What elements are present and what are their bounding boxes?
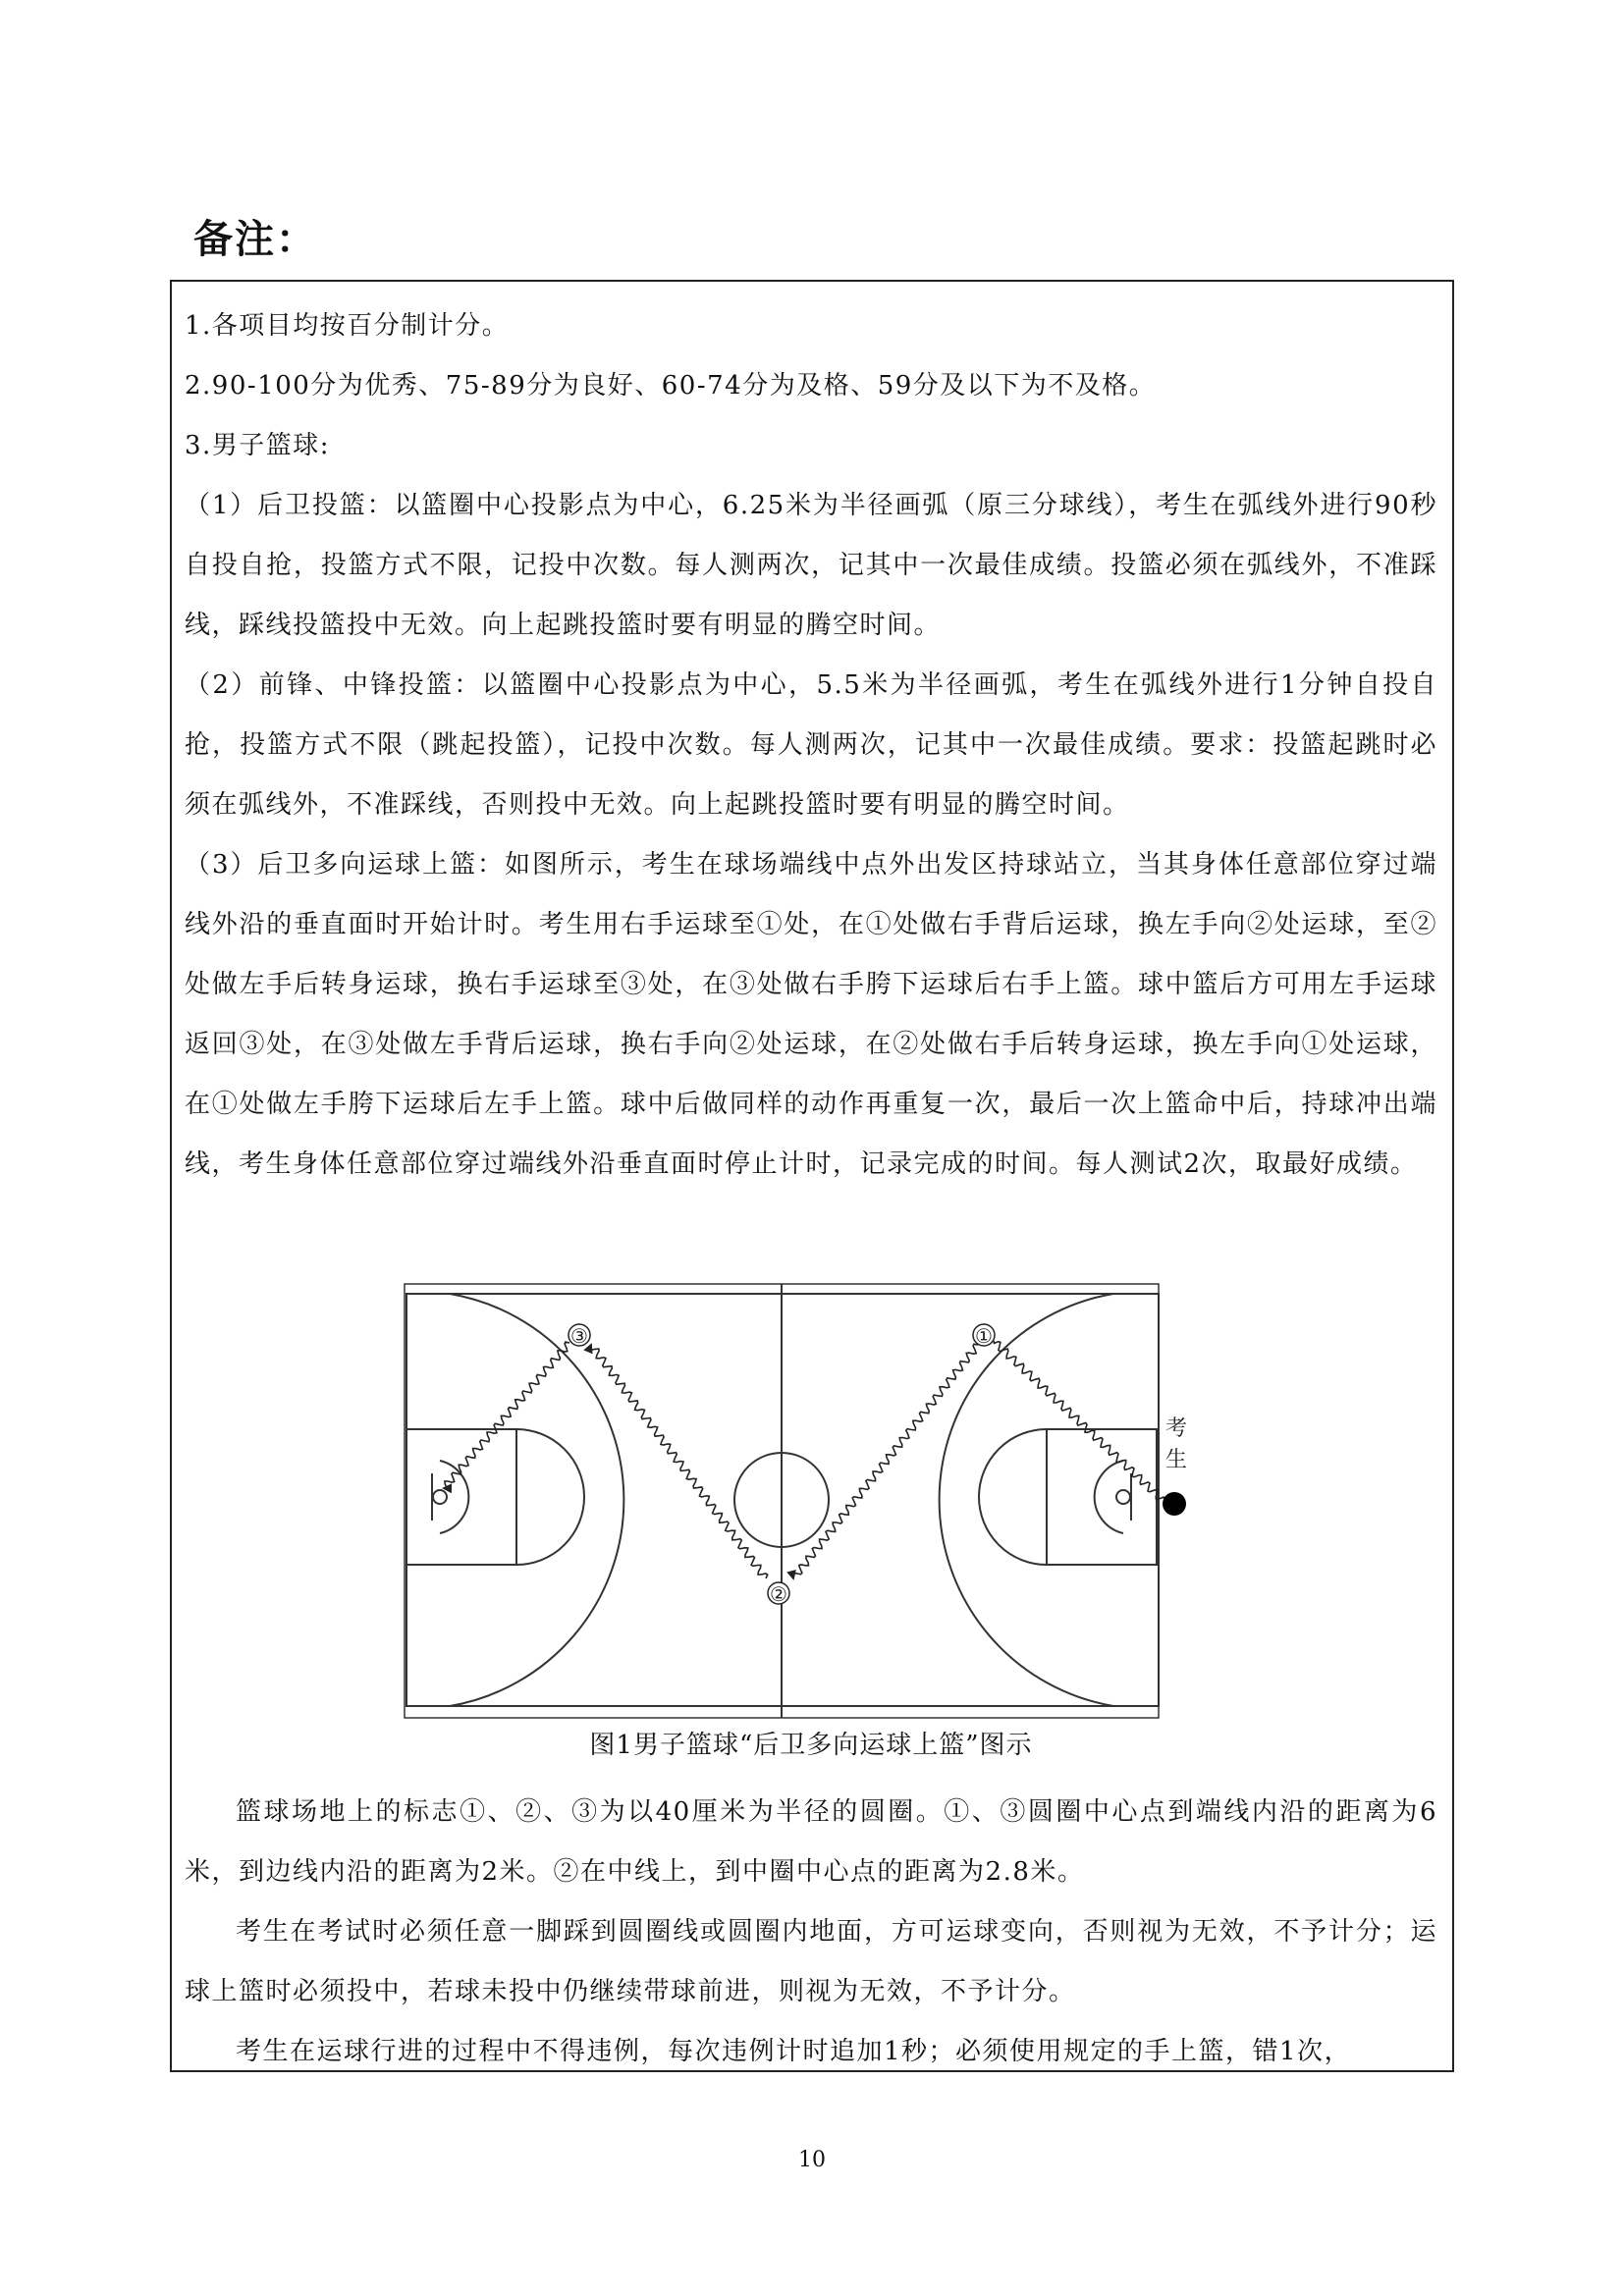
left-restricted-arc <box>440 1461 468 1533</box>
notes-heading: 备注： <box>193 217 317 262</box>
marker-3 <box>568 1324 590 1348</box>
note-3-1: （1）后卫投篮：以篮圈中心投影点为中心，6.25米为半径画弧（原三分球线），考生在弧线外进行90秒自投自抢，投篮方式不限，记投中次数。每人测两次，记其中一次最佳成绩。投篮必须在弧线外，不准踩线，踩线投篮投中无效。向上起跳投篮时要有明显的腾空时间。 <box>185 491 1437 640</box>
figure-caption: 图1男子篮球“后卫多向运球上篮”图示 <box>589 1731 1033 1760</box>
marker-1-label: ① <box>975 1324 993 1348</box>
right-three-point-arc <box>940 1294 1157 1706</box>
note-3-3: （3）后卫多向运球上篮：如图所示，考生在球场端线中点外出发区持球站立，当其身体任意部位穿过端线外沿的垂直面时开始计时。考生用右手运球至①处，在①处做右手背后运球，换左手向②处运球，至②处做左手后转身运球，换右手运球至③处，在③处做右手胯下运球后右手上篮。球中篮后方可用左手运球返回③处，在③处做左手背后运球，换右手向②处运球，在②处做右手后转身运球，换左手向①处运球，在①处做左手胯下运球后左手上篮。球中后做同样的动作再重复一次，最后一次上篮命中后，持球冲出端线，考生身体任意部位穿过端线外沿垂直面时停止计时，记录完成的时间。每人测试2次，取最好成绩。 <box>185 850 1437 1179</box>
dribble-path-2-to-3 <box>590 1345 768 1578</box>
marker-1 <box>973 1324 995 1348</box>
marker-2-label: ② <box>770 1582 787 1606</box>
candidate-label-bottom: 生 <box>1164 1448 1188 1472</box>
left-free-throw-arc <box>516 1429 584 1565</box>
basketball-court-diagram <box>405 1284 1188 1718</box>
note-3-2: （2）前锋、中锋投篮：以篮圈中心投影点为中心，5.5米为半径画弧，考生在弧线外进行1分钟自投自抢，投篮方式不限（跳起投篮），记投中次数。每人测两次，记其中一次最佳成绩。要求：投篮起跳时必须在弧线外，不准踩线，否则投中无效。向上起跳投篮时要有明显的腾空时间。 <box>185 670 1437 820</box>
note-2: 2.90-100分为优秀、75-89分为良好、60-74分为及格、59分及以下为不及格。 <box>185 371 1157 400</box>
left-key <box>406 1429 516 1565</box>
right-free-throw-arc <box>979 1429 1047 1565</box>
right-key <box>1047 1429 1157 1565</box>
note-3: 3.男子篮球: <box>185 431 331 460</box>
note-1: 1.各项目均按百分制计分。 <box>185 311 510 341</box>
right-hoop <box>1116 1490 1130 1504</box>
dribble-path-start-to-1 <box>994 1341 1165 1502</box>
marker-3-label: ③ <box>570 1324 588 1348</box>
left-hoop <box>433 1490 447 1504</box>
marker-2 <box>768 1582 789 1606</box>
court-rules <box>185 1783 1437 2082</box>
left-three-point-arc <box>406 1294 623 1706</box>
notes-content <box>185 296 1437 1195</box>
page-number: 10 <box>798 2148 826 2172</box>
dribble-path-3-to-basket <box>444 1342 569 1488</box>
court-rule-1: 篮球场地上的标志①、②、③为以40厘米为半径的圆圈。①、③圆圈中心点到端线内沿的距离为6米，到边线内沿的距离为2米。②在中线上，到中圈中心点的距离为2.8米。 <box>185 1797 1437 1887</box>
right-restricted-arc <box>1095 1461 1123 1533</box>
court-rule-2: 考生在考试时必须任意一脚踩到圆圈线或圆圈内地面，方可运球变向，否则视为无效，不予计分；运球上篮时必须投中，若球未投中仍继续带球前进，则视为无效，不予计分。 <box>185 1917 1437 2006</box>
candidate-dot <box>1163 1492 1186 1516</box>
dribble-path-1-to-2 <box>792 1344 978 1578</box>
court-rule-3: 考生在运球行进的过程中不得违例，每次违例计时追加1秒；必须使用规定的手上篮，错1次， <box>236 2037 1352 2066</box>
court-lines <box>405 1284 1159 1718</box>
candidate-label-top: 考 <box>1164 1416 1188 1441</box>
